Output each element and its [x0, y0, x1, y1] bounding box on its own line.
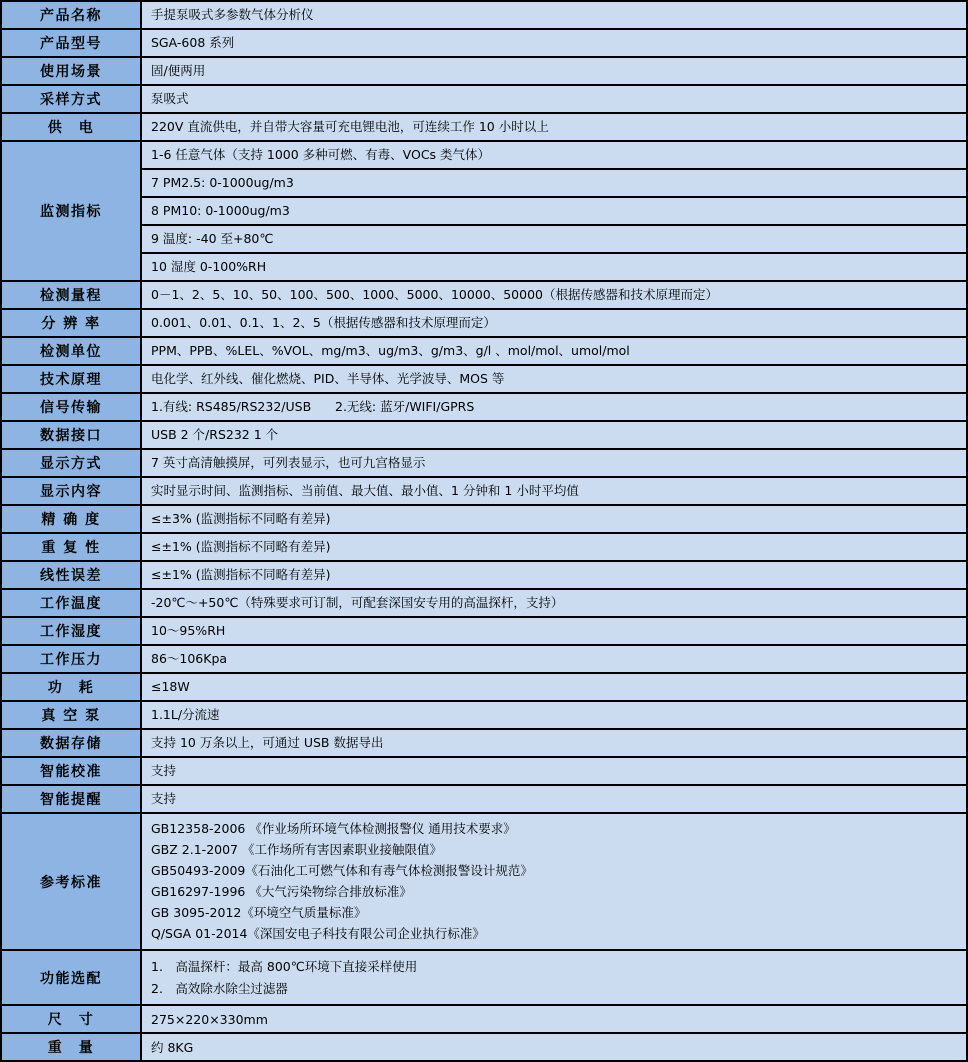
spec-value: ≤±1% (监测指标不同略有差异): [141, 561, 967, 589]
table-row: [1, 141, 967, 169]
table-row: [1, 701, 967, 729]
spec-label: 真 空 泵: [1, 701, 141, 729]
spec-label: 采样方式: [1, 85, 141, 113]
spec-value: 1.有线: RS485/RS232/USB 2.无线: 蓝牙/WIFI/GPRS: [141, 393, 967, 421]
spec-value: 86～106Kpa: [141, 645, 967, 673]
spec-label: 精 确 度: [1, 505, 141, 533]
spec-value: 220V 直流供电，并自带大容量可充电锂电池，可连续工作 10 小时以上: [141, 113, 967, 141]
spec-value-line: GB16297-1996 《大气污染物综合排放标准》: [151, 883, 412, 899]
table-row: [1, 309, 967, 337]
spec-value: 7 PM2.5: 0-1000ug/m3: [141, 169, 967, 197]
table-row: [1, 85, 967, 113]
spec-label: 显示方式: [1, 449, 141, 477]
spec-label: 重 量: [1, 1033, 141, 1061]
spec-label: 功能选配: [1, 950, 141, 1005]
table-row: [1, 950, 967, 1005]
spec-label: 工作湿度: [1, 617, 141, 645]
spec-value: 支持 10 万条以上，可通过 USB 数据导出: [141, 729, 967, 757]
spec-label: 数据接口: [1, 421, 141, 449]
spec-label: 重 复 性: [1, 533, 141, 561]
spec-label: 技术原理: [1, 365, 141, 393]
table-row: [1, 729, 967, 757]
spec-value-line: GBZ 2.1-2007 《工作场所有害因素职业接触限值》: [151, 841, 442, 857]
table-row: [1, 281, 967, 309]
table-row: [1, 29, 967, 57]
table-row: [1, 589, 967, 617]
spec-value: 实时显示时间、监测指标、当前值、最大值、最小值、1 分钟和 1 小时平均值: [141, 477, 967, 505]
spec-value: 7 英寸高清触摸屏，可列表显示，也可九宫格显示: [141, 449, 967, 477]
table-row: [1, 505, 967, 533]
spec-value: ≤18W: [141, 673, 967, 701]
table-row: [1, 813, 967, 950]
table-row: [1, 617, 967, 645]
spec-label: 产品型号: [1, 29, 141, 57]
table-row: [1, 365, 967, 393]
table-row: [1, 1, 967, 29]
spec-value: 泵吸式: [141, 85, 967, 113]
spec-value: [141, 813, 967, 950]
spec-value: 固/便两用: [141, 57, 967, 85]
table-row: [1, 421, 967, 449]
spec-value: 0.001、0.01、0.1、1、2、5（根据传感器和技术原理而定）: [141, 309, 967, 337]
spec-value: 约 8KG: [141, 1033, 967, 1061]
table-row: [1, 1033, 967, 1061]
spec-value: 275×220×330mm: [141, 1005, 967, 1033]
spec-value: 手提泵吸式多参数气体分析仪: [141, 1, 967, 29]
spec-label: 信号传输: [1, 393, 141, 421]
spec-value: [141, 950, 967, 1005]
spec-value: 10～95%RH: [141, 617, 967, 645]
spec-value: 支持: [141, 785, 967, 813]
table-row: [1, 113, 967, 141]
spec-value: ≤±1% (监测指标不同略有差异): [141, 533, 967, 561]
table-row: [1, 197, 967, 225]
spec-label: 使用场景: [1, 57, 141, 85]
spec-label: 工作温度: [1, 589, 141, 617]
spec-value: 1-6 任意气体（支持 1000 多种可燃、有毒、VOCs 类气体）: [141, 141, 967, 169]
spec-value: 10 湿度 0-100%RH: [141, 253, 967, 281]
table-row: [1, 673, 967, 701]
spec-value-line: GB12358-2006 《作业场所环境气体检测报警仪 通用技术要求》: [151, 821, 516, 836]
spec-value-line: 1. 高温探杆：最高 800℃环境下直接采样使用: [151, 959, 418, 975]
table-row: [1, 645, 967, 673]
spec-label: 显示内容: [1, 477, 141, 505]
table-row: [1, 57, 967, 85]
table-row: [1, 757, 967, 785]
spec-label: 参考标准: [1, 813, 141, 950]
spec-label: 尺 寸: [1, 1005, 141, 1033]
spec-label: 分 辨 率: [1, 309, 141, 337]
spec-value-line: GB 3095-2012《环境空气质量标准》: [151, 904, 367, 920]
table-row: [1, 169, 967, 197]
spec-value: USB 2 个/RS232 1 个: [141, 421, 967, 449]
spec-value: 支持: [141, 757, 967, 785]
table-row: [1, 477, 967, 505]
spec-value: ≤±3% (监测指标不同略有差异): [141, 505, 967, 533]
spec-label: 供 电: [1, 113, 141, 141]
spec-value: PPM、PPB、%LEL、%VOL、mg/m3、ug/m3、g/m3、g/l 、mol/mol、umol/mol: [141, 337, 967, 365]
table-row: [1, 449, 967, 477]
spec-label: 智能提醒: [1, 785, 141, 813]
table-row: [1, 785, 967, 813]
spec-label: 数据存储: [1, 729, 141, 757]
spec-label: 智能校准: [1, 757, 141, 785]
spec-label: 检测单位: [1, 337, 141, 365]
spec-label: 检测量程: [1, 281, 141, 309]
spec-label: 线性误差: [1, 561, 141, 589]
table-row: [1, 561, 967, 589]
table-row: [1, 393, 967, 421]
spec-label: 产品名称: [1, 1, 141, 29]
spec-value: 0－1、2、5、10、50、100、500、1000、5000、10000、50000（根据传感器和技术原理而定）: [141, 281, 967, 309]
spec-value-line: Q/SGA 01-2014《深国安电子科技有限公司企业执行标准》: [151, 925, 485, 941]
spec-value: -20℃～+50℃（特殊要求可订制，可配套深国安专用的高温探杆，支持）: [141, 589, 967, 617]
spec-value-line: GB50493-2009《石油化工可燃气体和有毒气体检测报警设计规范》: [151, 862, 533, 878]
spec-value: 1.1L/分流速: [141, 701, 967, 729]
spec-label: 监测指标: [1, 141, 141, 281]
spec-value: SGA-608 系列: [141, 29, 967, 57]
spec-label: 工作压力: [1, 645, 141, 673]
spec-value-line: 2. 高效除水除尘过滤器: [151, 980, 288, 996]
spec-label: 功 耗: [1, 673, 141, 701]
spec-value: 8 PM10: 0-1000ug/m3: [141, 197, 967, 225]
table-row: [1, 253, 967, 281]
spec-table-body: [1, 1, 967, 1061]
table-row: [1, 1005, 967, 1033]
table-row: [1, 533, 967, 561]
table-row: [1, 225, 967, 253]
table-row: [1, 337, 967, 365]
spec-value: 9 温度: -40 至+80℃: [141, 225, 967, 253]
spec-value: 电化学、红外线、催化燃烧、PID、半导体、光学波导、MOS 等: [141, 365, 967, 393]
